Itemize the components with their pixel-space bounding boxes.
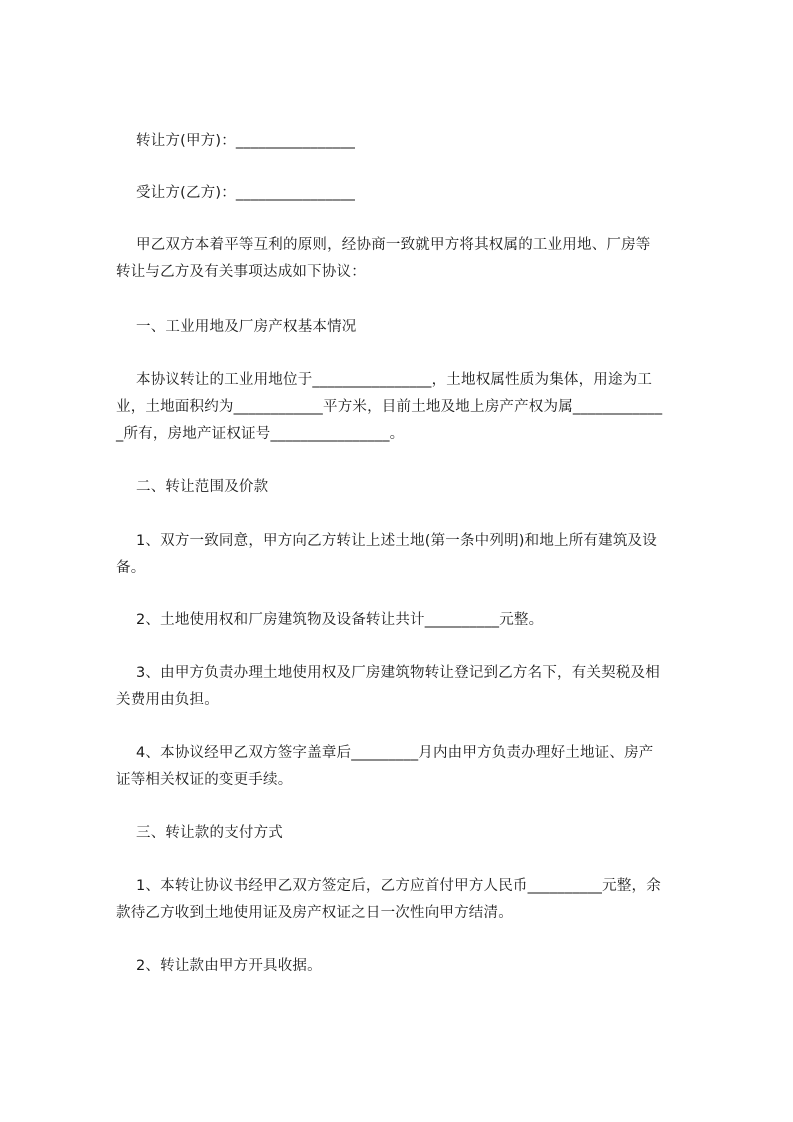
section2-item4-line-1: 4、本协议经甲乙双方签字盖章后_________月内由甲方负责办理好土地证、房产 <box>136 745 654 761</box>
section2-item3-line-2: 关费用由负担。 <box>116 692 219 708</box>
transferee-line: 受让方(乙方)：________________ <box>136 185 356 201</box>
section2-heading: 二、转让范围及价款 <box>136 479 269 495</box>
transferor-line: 转让方(甲方)：________________ <box>136 133 356 149</box>
section3-item1-line-2: 款待乙方收到土地使用证及房产权证之日一次性向甲方结清。 <box>116 905 513 921</box>
section1-para-line-3: _所有，房地产证权证号________________。 <box>116 426 405 442</box>
section1-para-line-1: 本协议转让的工业用地位于________________，土地权属性质为集体，用途为工 <box>136 372 653 388</box>
section3-item1-line-1: 1、本转让协议书经甲乙双方签定后，乙方应首付甲方人民币__________元整，余 <box>136 878 661 894</box>
intro-line-2: 转让与乙方及有关事项达成如下协议： <box>116 264 366 280</box>
section2-item2-line-1: 2、土地使用权和厂房建筑物及设备转让共计__________元整。 <box>136 612 544 628</box>
section2-item4-line-2: 证等相关权证的变更手续。 <box>116 772 293 788</box>
section2-item1-line-2: 备。 <box>116 560 146 576</box>
section2-item3-line-1: 3、由甲方负责办理土地使用权及厂房建筑物转让登记到乙方名下，有关契税及相 <box>136 665 660 681</box>
section1-para-line-2: 业，土地面积约为____________平方米，目前土地及地上房产产权为属____________ <box>116 399 663 415</box>
section1-heading: 一、工业用地及厂房产权基本情况 <box>136 319 357 335</box>
section3-heading: 三、转让款的支付方式 <box>136 825 283 841</box>
section3-item2-line-1: 2、转让款由甲方开具收据。 <box>136 958 322 974</box>
intro-line-1: 甲乙双方本着平等互利的原则，经协商一致就甲方将其权属的工业用地、厂房等 <box>136 237 651 253</box>
section2-item1-line-1: 1、双方一致同意，甲方向乙方转让上述土地(第一条中列明)和地上所有建筑及设 <box>136 533 657 549</box>
